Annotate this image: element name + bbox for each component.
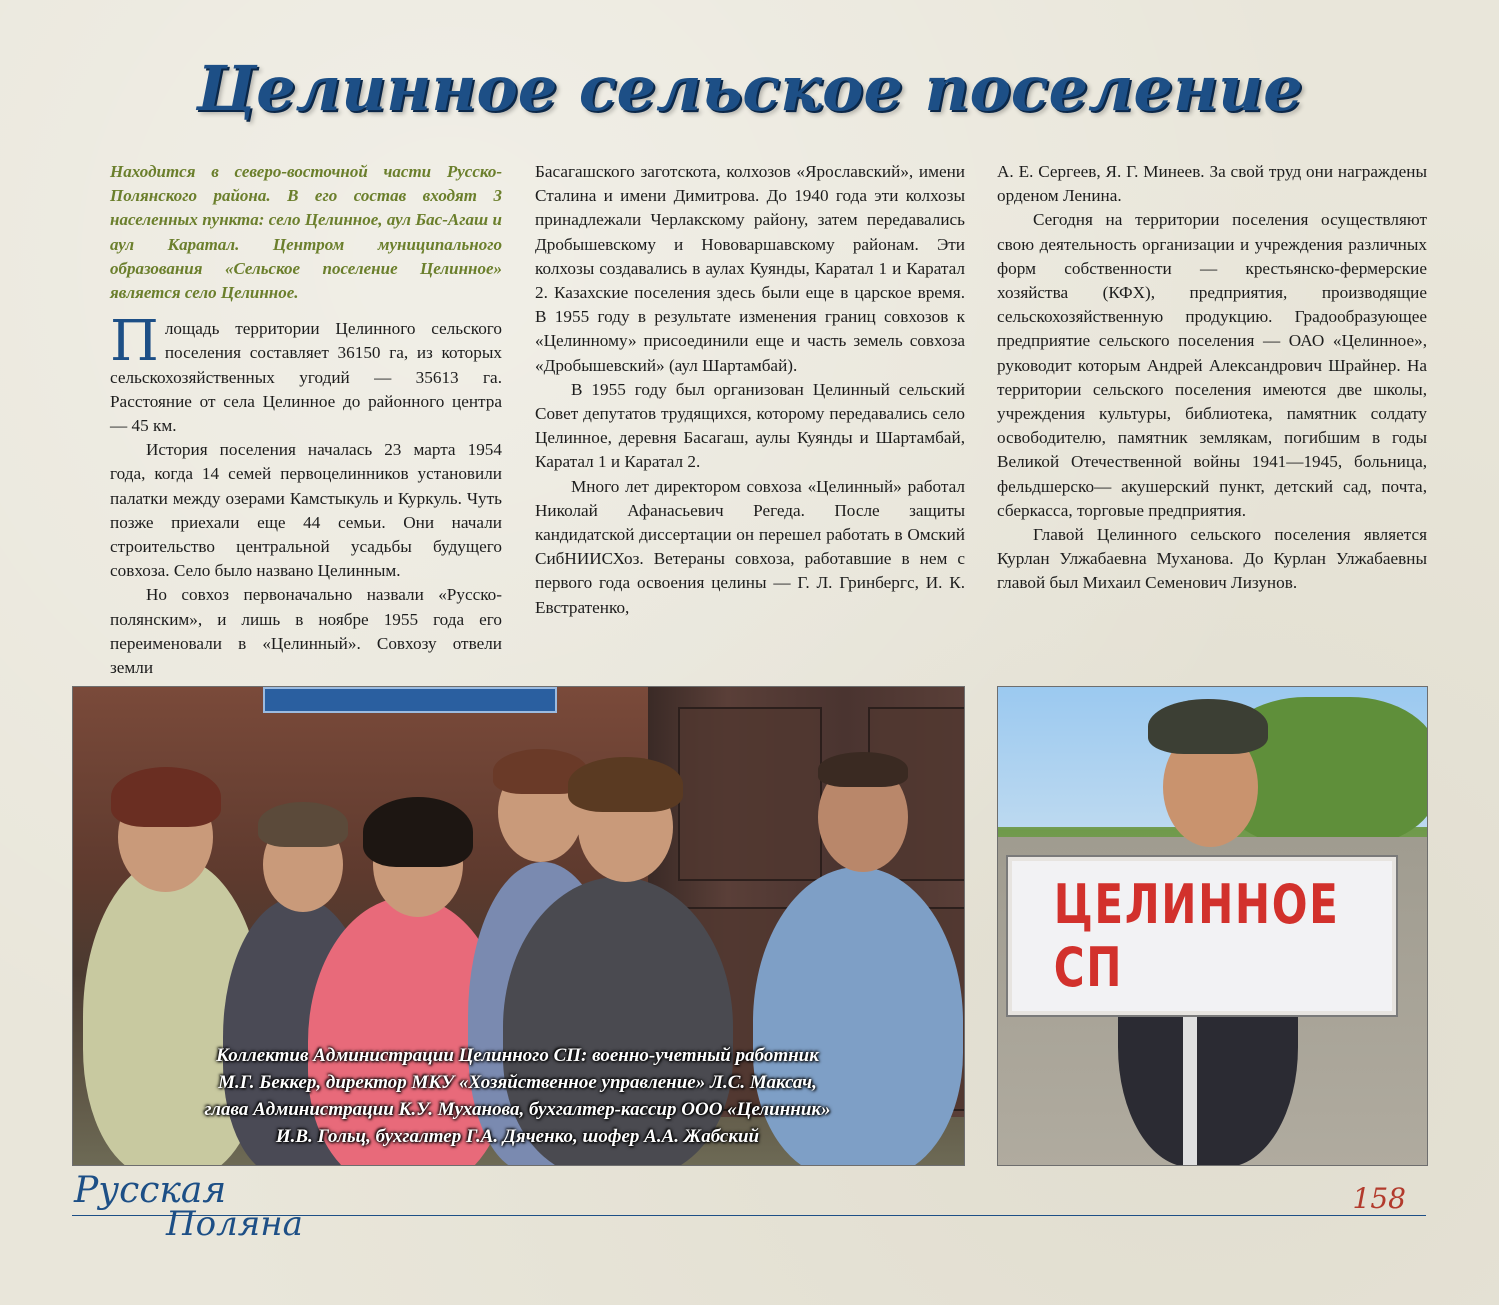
text-column-3 xyxy=(997,160,1427,596)
col3-paragraph-1: А. Е. Сергеев, Я. Г. Минеев. За свой труд они награждены орденом Ленина. xyxy=(997,162,1427,206)
sign-text: ЦЕЛИННОЕ СП xyxy=(1053,873,1340,999)
col3-paragraph-2: Сегодня на территории поселения осуществляют свою деятельность организации и учреждения различных форм собственности — крестьянско-фермерские хозяйства (КФХ), предприятия, производящие сельскохозяйственную продукцию. Градообразующее предприятие сельского поселения — ОАО «Целинное», руководит которым Андрей Александрович Шрайнер. На территории сельского поселения имеются две школы, учреждения культуры, библиотека, памятник солдату освободителю, памятник землякам, погибшим в годы Великой Отечественной войны 1941—1945, больница, фельдшерско— акушерский пункт, детский сад, почта, сберкасса, торговые предприятия. xyxy=(997,210,1427,520)
col3-paragraph-3: Главой Целинного сельского поселения является Курлан Улжабаевна Муханова. До Курлан Улжабаевны главой был Михаил Семенович Лизунов. xyxy=(997,525,1427,593)
col2-paragraph-3: Много лет директором совхоза «Целинный» работал Николай Афанасьевич Регеда. После защиты кандидатской диссертации он перешел работать в Омский СибНИИСХоз. Ветераны совхоза, работавшие в нем с первого года освоения целины — Г. Л. Гринбергс, И. К. Евстратенко, xyxy=(535,476,965,617)
col2-paragraph-2: В 1955 году был организован Целинный сельский Совет депутатов трудящихся, которому передавались село Целинное, деревня Басагаш, аулы Куянды и Шартамбай, Каратал 1 и Каратал 2. xyxy=(535,379,965,472)
caption-line-4: И.В. Гольц, бухгалтер Г.А. Дяченко, шофер А.А. Жабский xyxy=(275,1126,760,1147)
page-title: Целинное сельское поселение xyxy=(196,52,1303,125)
village-sign xyxy=(1008,857,1396,1015)
caption-line-2: М.Г. Беккер, директор МКУ «Хозяйственное управление» Л.С. Максач, xyxy=(218,1072,817,1093)
building-sign xyxy=(263,687,557,713)
text-column-1 xyxy=(110,160,502,680)
lead-paragraph: Находится в северо-восточной части Русско-Полянского района. В его состав входят 3 населенных пункта: село Целинное, аул Бас-Агаш и аул Каратал. Центром муниципального образования «Сельское поселение Целинное» является село Целинное. xyxy=(110,162,502,303)
footer-logo-line-1: Русская xyxy=(74,1170,227,1211)
photo-caption xyxy=(72,1042,963,1150)
col1-paragraph-1-text: лощадь территории Целинного сельского поселения составляет 36150 га, из которых сельскохозяйственных угодий — 35613 га. Расстояние от села Целинное до районного центра — 45 км. xyxy=(110,319,502,436)
footer-logo-line-2: Поляна xyxy=(166,1204,303,1244)
drop-cap: П xyxy=(110,309,159,375)
col1-paragraph-2: История поселения началась 23 марта 1954 года, когда 14 семей первоцелинников установили палатки между озерами Камстыкуль и Куркуль. Чуть позже приехали еще 44 семьи. Они начали строительство центральной усадьбы будущего совхоза. Село было названо Целинным. xyxy=(110,440,502,581)
caption-line-3: глава Администрации К.У. Муханова, бухгалтер-кассир ООО «Целинник» xyxy=(204,1099,831,1120)
caption-line-1: Коллектив Администрации Целинного СП: военно-учетный работник xyxy=(216,1045,819,1066)
col2-paragraph-1: Басагашского заготскота, колхозов «Ярославский», имени Сталина и имени Димитрова. До 1940 года эти колхозы принадлежали Черлакскому району, затем передавались Дробышевскому и Нововаршавскому районам. Эти колхозы создавались в аулах Куянды, Каратал 1 и Каратал 2. Казахские поселения здесь были еще в царское время. В 1955 году в результате изменения границ совхозов к «Целинному» присоединили еще и часть земель совхоза «Дробышевский» (аул Шартамбай). xyxy=(535,162,965,375)
col1-paragraph-3: Но совхоз первоначально назвали «Русско-полянским», и лишь в ноябре 1955 года его переименовали в «Целинный». Совхозу отвели земли xyxy=(110,585,502,678)
col1-paragraph-1 xyxy=(110,309,502,438)
page-number: 158 xyxy=(1352,1182,1406,1215)
text-column-2 xyxy=(535,160,965,620)
